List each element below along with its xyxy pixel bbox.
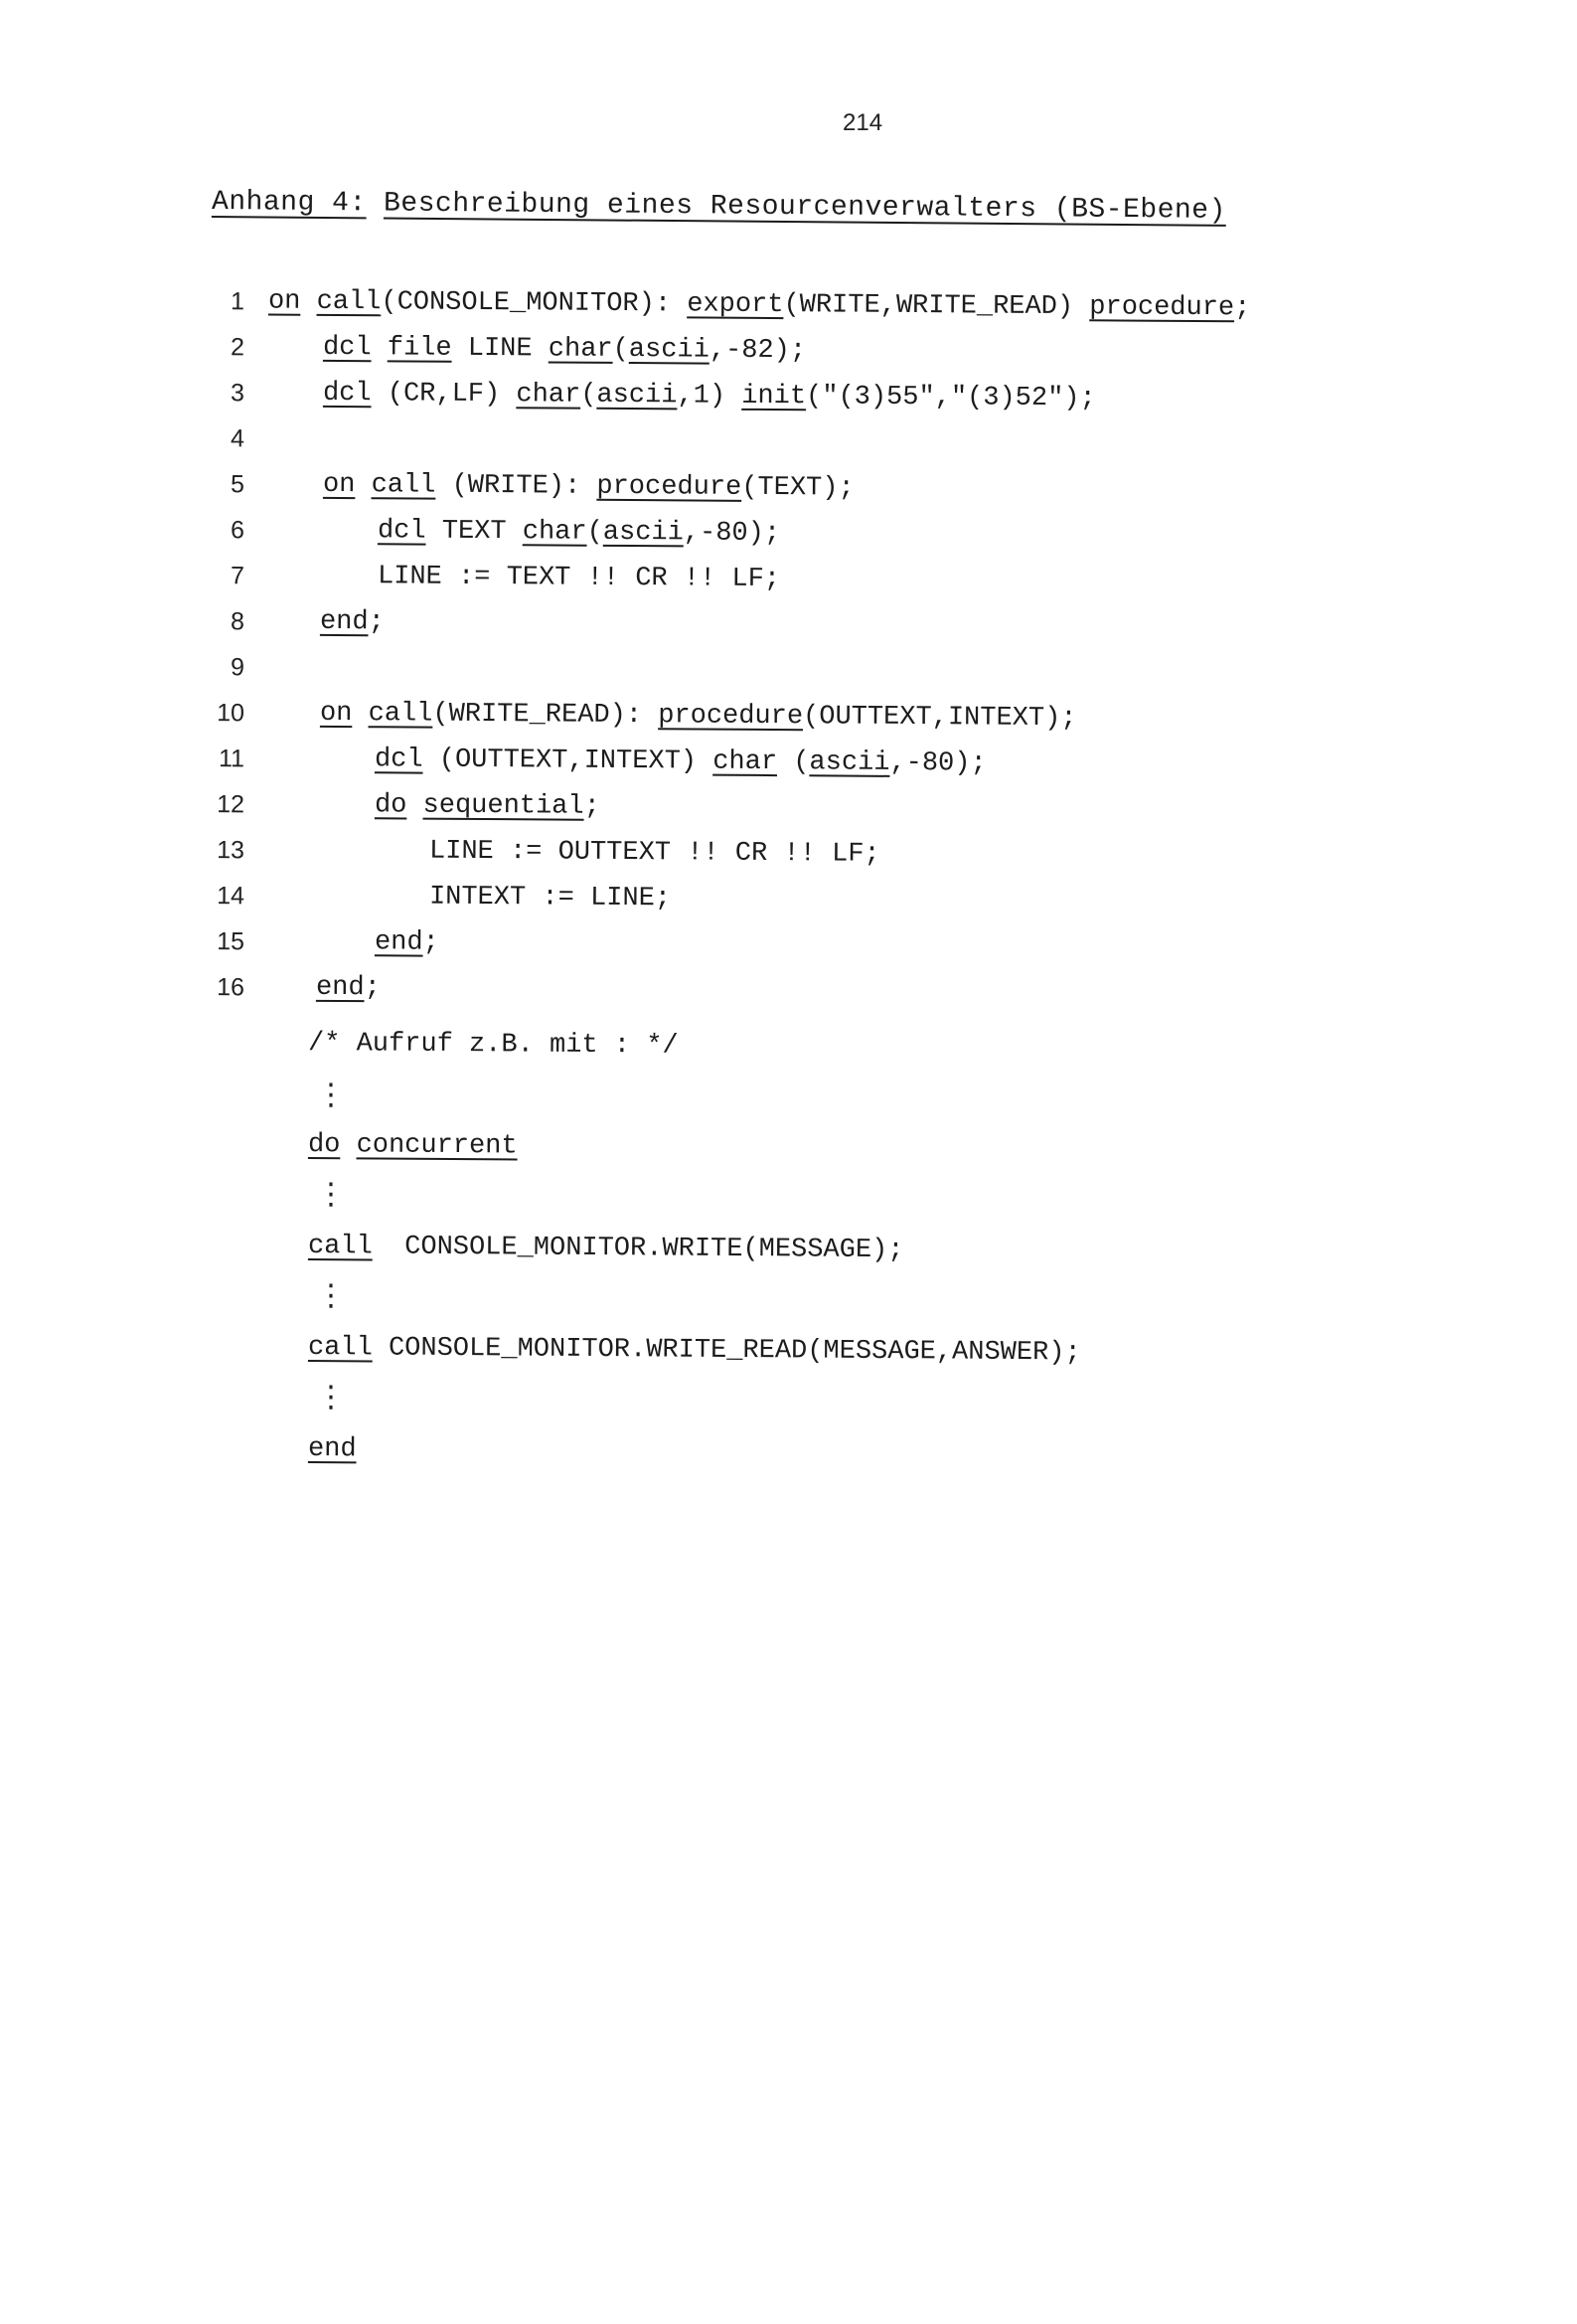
keyword: concurrent: [356, 1130, 518, 1162]
code-text: [375, 919, 439, 965]
code-listing: [199, 278, 1391, 1010]
appendix-heading: [212, 187, 1226, 227]
code-fragment: (: [612, 334, 629, 366]
code-line: [199, 964, 1391, 1018]
code-text: [375, 782, 600, 830]
keyword: file: [387, 333, 452, 364]
keyword: ascii: [809, 747, 890, 778]
code-fragment: (: [580, 380, 597, 411]
keyword: init: [741, 381, 807, 413]
keyword: procedure: [1089, 292, 1235, 324]
ellipsis-dots: ⋮: [316, 1078, 346, 1112]
example-line: [308, 1227, 1401, 1274]
code-fragment: (OUTTEXT,INTEXT): [422, 745, 713, 777]
code-line: [199, 690, 1391, 744]
line-number: 15: [217, 927, 245, 956]
keyword: call: [307, 1333, 373, 1364]
line-number: 11: [218, 745, 245, 773]
example-line: [308, 1429, 1401, 1477]
code-fragment: (: [776, 747, 810, 778]
line-number: 8: [230, 607, 245, 636]
example-line: [308, 1125, 1401, 1173]
line-number: 6: [230, 516, 245, 545]
line-number: 3: [230, 379, 245, 408]
code-text: [378, 508, 780, 557]
code-line: [199, 324, 1391, 378]
line-number: 9: [230, 653, 245, 682]
code-fragment: ("(3)55","(3)52");: [805, 382, 1096, 415]
example-comment: /* Aufruf z.B. mit : */: [307, 1029, 679, 1062]
code-fragment: INTEXT := LINE;: [428, 882, 672, 914]
keyword: do: [307, 1130, 341, 1161]
example-line: [308, 1328, 1401, 1376]
code-line: [199, 461, 1391, 515]
code-fragment: [372, 333, 388, 363]
keyword: on: [322, 469, 356, 501]
keyword: ascii: [628, 335, 710, 366]
code-line: [199, 598, 1391, 652]
code-fragment: [352, 699, 368, 729]
code-line: [199, 278, 1391, 332]
code-line: [199, 827, 1391, 881]
code-line: [199, 873, 1391, 926]
code-fragment: (WRITE):: [435, 470, 597, 502]
code-text: [375, 737, 987, 786]
ellipsis-dots: ⋮: [316, 1278, 346, 1313]
ellipsis-dots: ⋮: [316, 1177, 346, 1212]
keyword: char: [516, 380, 581, 411]
keyword: dcl: [377, 516, 426, 547]
code-fragment: LINE := TEXT !! CR !! LF;: [377, 562, 781, 595]
code-fragment: ;: [1234, 293, 1251, 324]
keyword: char: [548, 334, 613, 365]
code-line: [199, 781, 1391, 835]
code-fragment: ;: [368, 607, 385, 638]
code-fragment: TEXT: [425, 516, 523, 548]
code-line: [199, 507, 1391, 561]
keyword: call: [316, 286, 382, 318]
line-number: 5: [230, 470, 245, 499]
code-fragment: (WRITE_READ):: [432, 699, 659, 732]
keyword: ascii: [602, 517, 684, 549]
code-fragment: LINE: [451, 333, 549, 365]
code-fragment: [355, 470, 371, 500]
code-fragment: LINE := OUTTEXT !! CR !! LF;: [428, 836, 880, 870]
code-text: [320, 691, 1077, 742]
line-number: 1: [230, 287, 245, 316]
heading-title: Beschreibung eines Resourcenverwalters (BS-Ebene): [383, 188, 1226, 227]
ellipsis-dots: ⋮: [316, 1380, 346, 1414]
code-text: [378, 554, 780, 602]
code-line: [199, 736, 1391, 789]
code-fragment: ;: [422, 927, 439, 958]
line-number: 4: [230, 424, 245, 453]
code-fragment: CONSOLE_MONITOR.WRITE_READ(MESSAGE,ANSWER);: [372, 1333, 1081, 1369]
line-number: 16: [217, 973, 245, 1002]
code-line: [199, 415, 1391, 469]
heading-label: Anhang 4:: [211, 187, 367, 220]
code-fragment: ;: [583, 791, 600, 822]
keyword: char: [522, 517, 587, 548]
code-fragment: (WRITE,WRITE_READ): [783, 290, 1090, 323]
code-fragment: (TEXT);: [741, 472, 855, 504]
code-text: [323, 462, 855, 512]
keyword: dcl: [322, 378, 372, 410]
code-text: [429, 829, 880, 878]
keyword: on: [267, 286, 301, 317]
code-fragment: (: [586, 517, 603, 548]
keyword: end: [315, 972, 365, 1004]
code-text: [429, 875, 671, 922]
code-text: [323, 325, 806, 374]
keyword: procedure: [596, 471, 742, 503]
code-line: [199, 370, 1391, 423]
code-text: [316, 965, 381, 1011]
keyword: procedure: [658, 701, 804, 733]
line-number: 12: [217, 790, 245, 819]
keyword: ascii: [596, 380, 678, 412]
code-fragment: (CONSOLE_MONITOR):: [381, 287, 688, 320]
keyword: call: [307, 1232, 373, 1262]
keyword: dcl: [322, 332, 372, 364]
code-fragment: [406, 790, 422, 820]
code-line: [199, 553, 1391, 606]
keyword: on: [319, 698, 353, 730]
line-number: 7: [230, 562, 245, 590]
code-fragment: ,-80);: [683, 518, 781, 550]
code-text: [323, 371, 1096, 421]
line-number: 10: [217, 699, 245, 728]
keyword: call: [368, 699, 433, 730]
keyword: export: [687, 289, 784, 321]
keyword: end: [374, 927, 423, 958]
line-number: 2: [230, 333, 245, 362]
code-line: [199, 644, 1391, 698]
code-fragment: ;: [364, 973, 381, 1004]
code-fragment: ,1): [677, 381, 742, 412]
page-number: 214: [843, 109, 883, 136]
line-number: 13: [217, 836, 245, 865]
code-text: [320, 599, 385, 645]
keyword: char: [712, 747, 778, 778]
usage-example: [308, 1024, 1401, 1469]
code-fragment: CONSOLE_MONITOR.WRITE(MESSAGE);: [372, 1232, 904, 1266]
keyword: end: [319, 606, 369, 638]
code-text: [268, 278, 1251, 331]
code-fragment: ,-80);: [889, 747, 987, 779]
keyword: end: [307, 1434, 357, 1465]
line-number: 14: [217, 882, 245, 911]
code-fragment: (CR,LF): [371, 379, 517, 411]
keyword: do: [374, 790, 407, 821]
keyword: sequential: [422, 790, 584, 822]
code-fragment: (OUTTEXT,INTEXT);: [802, 702, 1077, 735]
code-line: [199, 918, 1391, 972]
keyword: dcl: [374, 745, 423, 775]
keyword: call: [371, 470, 436, 501]
code-fragment: ,-82);: [709, 335, 807, 367]
code-fragment: [300, 287, 316, 317]
